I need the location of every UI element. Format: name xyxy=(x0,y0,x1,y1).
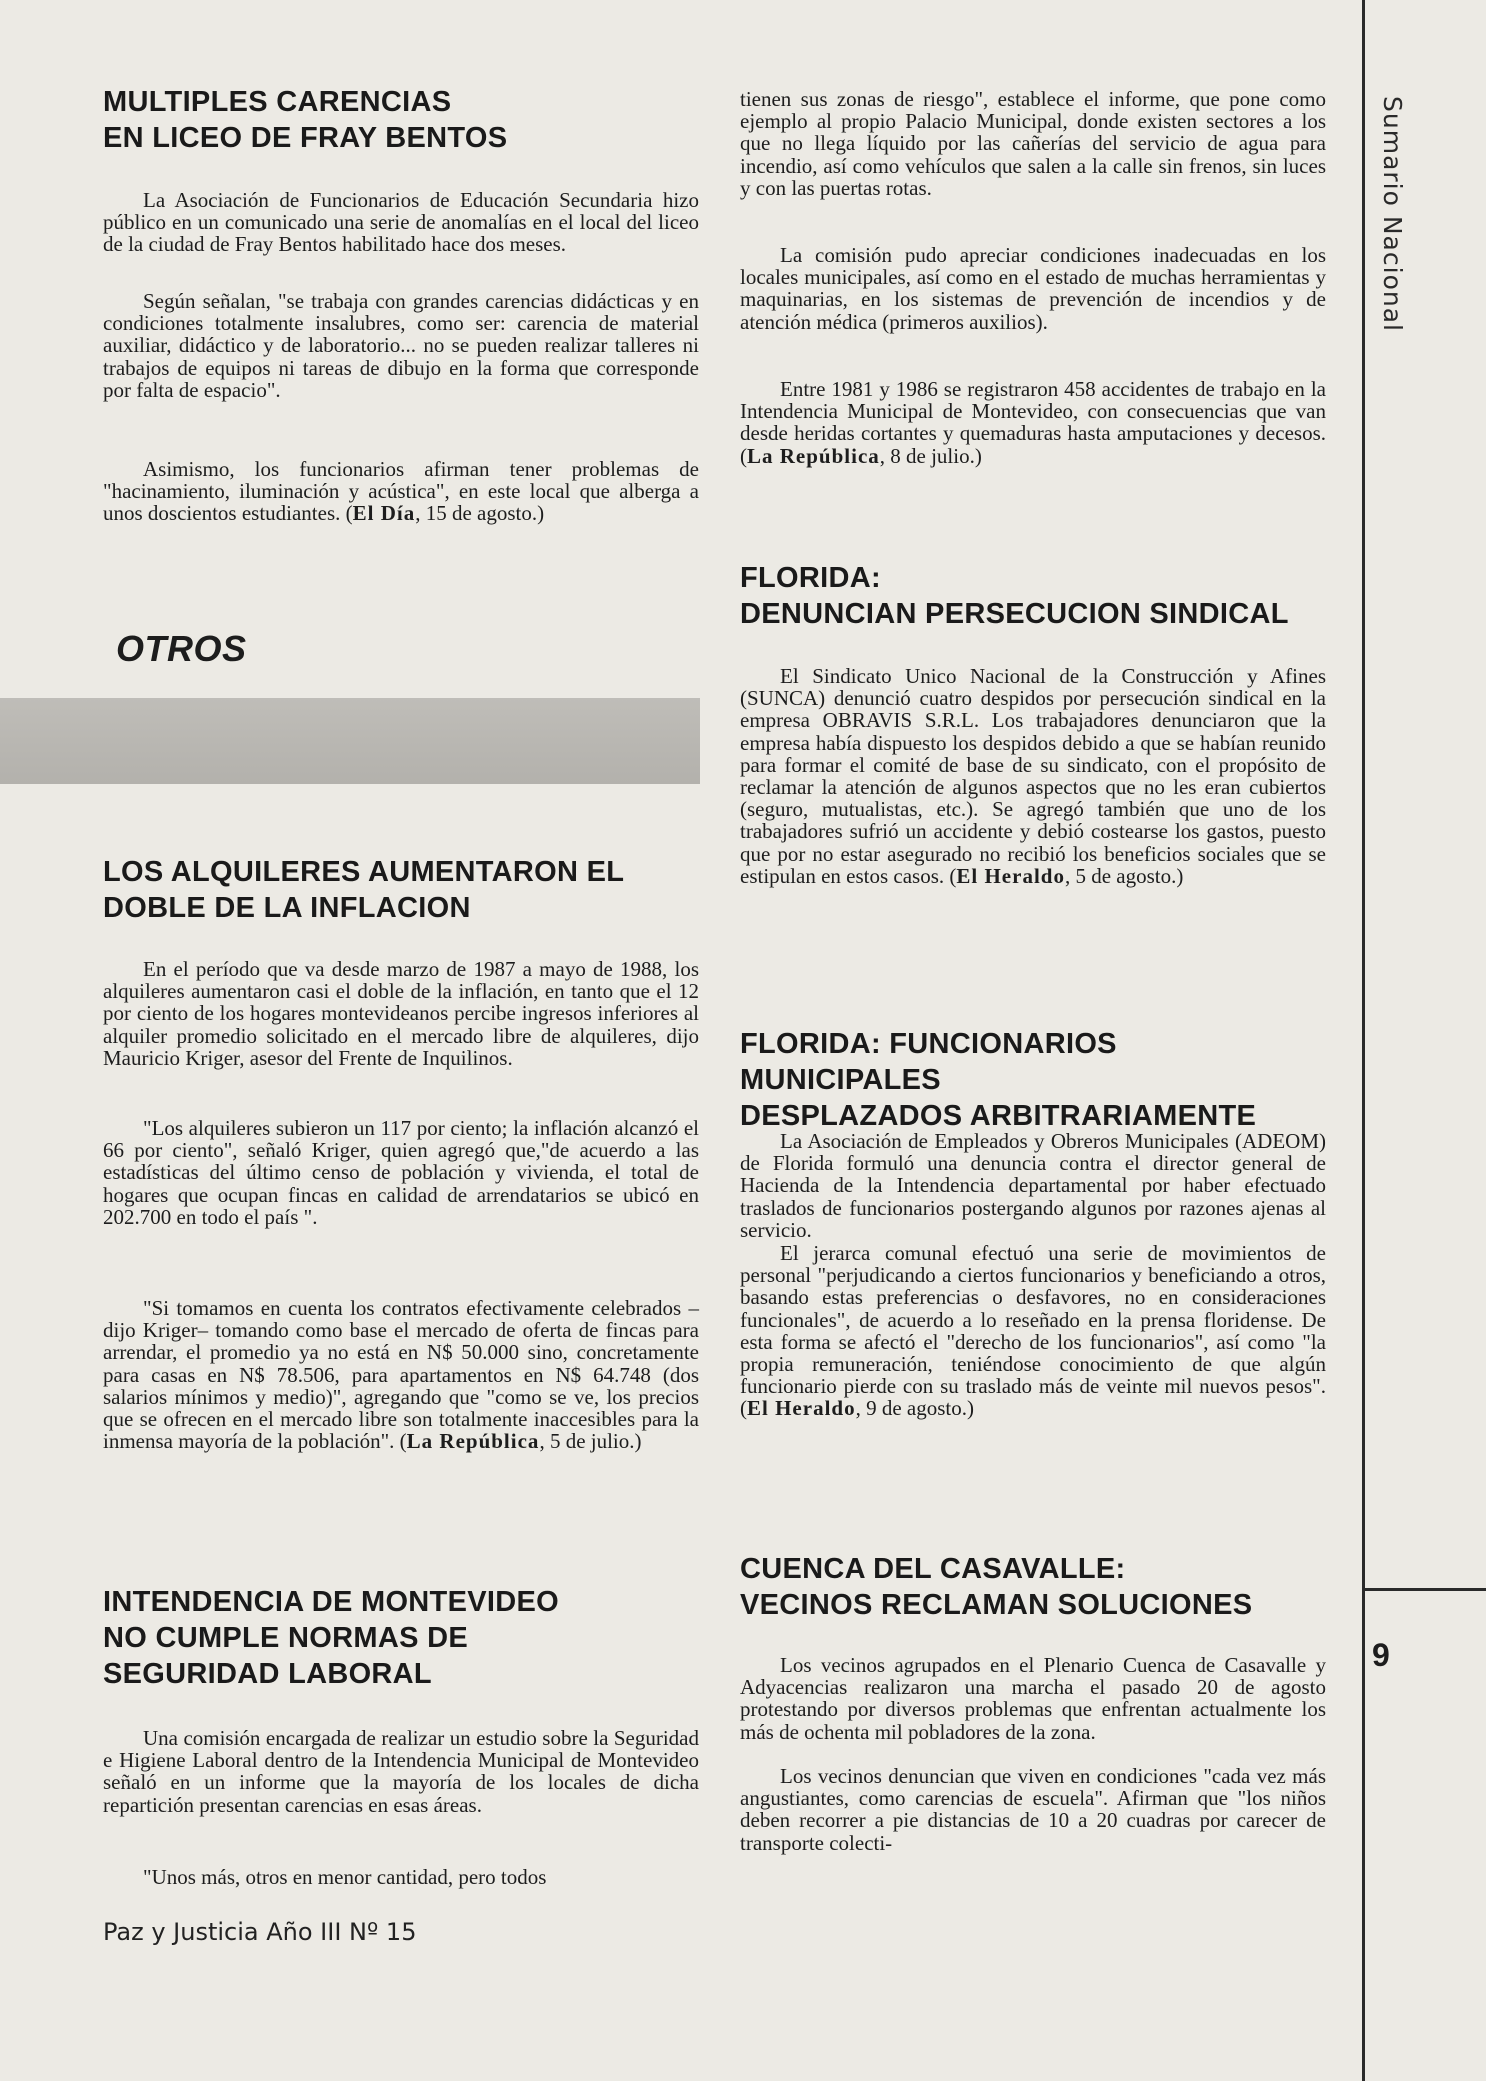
source-date: 5 de julio. xyxy=(549,1429,635,1454)
headline-casavalle xyxy=(740,1551,1252,1623)
source-date: 9 de agosto. xyxy=(866,1396,967,1421)
headline-alquileres xyxy=(103,854,624,926)
headline-line: FLORIDA: FUNCIONARIOS MUNICIPALES xyxy=(740,1028,1117,1096)
paragraph: La comisión pudo apreciar condiciones inadecuadas en los locales municipales, así como en el estado de muchas herramientas y maquinarias, en los sistemas de prevención de incendios y de atención médica (primeros auxilios). xyxy=(740,243,1326,334)
headline-intendencia xyxy=(103,1584,559,1692)
paragraph-text: Asimismo, los funcionarios afirman tener problemas de "hacinamiento, iluminación y acústica", en este local que alberga a unos doscientos estudiantes. xyxy=(103,457,699,526)
paragraph: Los vecinos denuncian que viven en condiciones "cada vez más angustiantes, como carencias de escuela". Afirman que "los niños deben recorrer a pie distancias de 10 a 20 cuadras por carecer de transporte colecti- xyxy=(740,1764,1326,1855)
paragraph: tienen sus zonas de riesgo", establece el informe, que pone como ejemplo al propio Palacio Municipal, donde existen sectores a los que no llega líquido por las cañerías del servicio de agua para incendio, así como vehículos que salen a la calle sin frenos, sin luces y con las puertas rotas. xyxy=(740,87,1326,200)
source-citation: El Heraldo xyxy=(956,863,1065,888)
headline-line: DENUNCIAN PERSECUCION SINDICAL xyxy=(740,598,1289,630)
paragraph: Según señalan, "se trabaja con grandes carencias didácticas y en condiciones totalmente insalubres, como ser: carencia de material auxiliar, didáctico y de laboratorio... no se pueden realizar talleres ni trabajos de equipos ni tareas de dibujo en la forma que corresponde por falta de espacio". xyxy=(103,289,699,402)
page-number-rule xyxy=(1362,1588,1486,1591)
paragraph: "Unos más, otros en menor cantidad, pero todos xyxy=(143,1865,547,1889)
headline-line: LOS ALQUILERES AUMENTARON EL xyxy=(103,856,625,888)
source-date: 5 de agosto. xyxy=(1075,863,1177,888)
source-citation: El Día xyxy=(352,501,416,526)
paragraph: "Los alquileres subieron un 117 por ciento; la inflación alcanzó el 66 por ciento", señaló Kriger, quien agregó que,"de acuerdo a las estadísticas del último censo de población y vivienda, el total de hogares que ocupan fincas en calidad de arrendatarios se ubicó en 202.700 en todo el país ". xyxy=(103,1116,699,1229)
paragraph: "Si tomamos en cuenta los contratos efectivamente celebrados –dijo Kriger– tomando como base el mercado de oferta de fincas para arrendar, el promedio ya no está en N$ 50.000 sino, concretamente para casas en N$ 78.506, para apartamentos en N$ 64.748 (dos salarios mínimos y medio)", agregando que "como se ve, los precios que se ofrecen en el mercado libre son totalmente inaccesibles para la inmensa mayoría de la población". (La República, 5 de julio.) xyxy=(103,1296,699,1454)
paragraph: La Asociación de Funcionarios de Educación Secundaria hizo público en un comunicado una serie de anomalías en el local del liceo de la ciudad de Fray Bentos habilitado hace dos meses. xyxy=(103,188,699,257)
headline-line: EN LICEO DE FRAY BENTOS xyxy=(103,122,508,154)
source-citation: La República xyxy=(406,1429,540,1454)
paragraph: En el período que va desde marzo de 1987 a mayo de 1988, los alquileres aumentaron casi el doble de la inflación, en tanto que el 12 por ciento de los hogares montevideanos percibe ingresos inferiores al alquiler promedio solicitado en el mercado libre de alquileres, dijo Mauricio Kriger, asesor del Frente de Inquilinos. xyxy=(103,957,699,1070)
gray-divider-band xyxy=(0,698,700,784)
paragraph: Entre 1981 y 1986 se registraron 458 accidentes de trabajo en la Intendencia Municipal de Montevideo, con consecuencias que van desde heridas cortantes y quemaduras hasta amputaciones y decesos. (La República, 8 de julio.) xyxy=(740,377,1326,468)
headline-line: NO CUMPLE NORMAS DE xyxy=(103,1622,468,1654)
headline-line: DESPLAZADOS ARBITRARIAMENTE xyxy=(740,1100,1257,1132)
paragraph-text: El Sindicato Unico Nacional de la Construcción y Afines (SUNCA) denunció cuatro despidos por persecución sindical en la empresa OBRAVIS S.R.L. Los trabajadores denunciaron que la empresa había dispuesto los despidos debido a que se habían reunido para formar el comité de base de su sindicato, con el propósito de reclamar la atención de algunos aspectos que no les eran cubiertos (seguro, mutualistas, etc.). Se agregó también que uno de los trabajadores sufrió un accidente y debió costearse los gastos, puesto que por no estar asegurado no recibió los beneficios sociales que se estipulan en estos casos. xyxy=(740,664,1326,888)
paragraph: Una comisión encargada de realizar un estudio sobre la Seguridad e Higiene Laboral dentro de la Intendencia Municipal de Montevideo señaló en un informe que la mayoría de los locales de dicha repartición presentan carencias en esas áreas. xyxy=(103,1726,699,1817)
paragraph: El Sindicato Unico Nacional de la Construcción y Afines (SUNCA) denunció cuatro despidos por persecución sindical en la empresa OBRAVIS S.R.L. Los trabajadores denunciaron que la empresa había dispuesto los despidos debido a que se habían reunido para formar el comité de base de su sindicato, con el propósito de reclamar la atención de algunos aspectos que no les eran cubiertos (seguro, mutualistas, etc.). Se agregó también que uno de los trabajadores sufrió un accidente y debió costearse los gastos, puesto que por no estar asegurado no recibió los beneficios sociales que se estipulan en estos casos. (El Heraldo, 5 de agosto.) xyxy=(740,664,1326,888)
paragraph: La Asociación de Empleados y Obreros Municipales (ADEOM) de Florida formuló una denuncia contra el director general de Hacienda de la Intendencia departamental por haber efectuado traslados de funcionarios postergando algunos por razones ajenas al servicio. xyxy=(740,1129,1326,1242)
paragraph-text: El jerarca comunal efectuó una serie de movimientos de personal "perjudicando a ciertos funcionarios y beneficiando a otros, basando estas preferencias o desfavores, no en consideraciones funcionales", de acuerdo a lo reseñado en la prensa floridense. De esta forma se afectó el "derecho de los funcionarios", así como "la propia remuneración, teniéndose conocimiento de que algún funcionario pierde con su traslado más de veinte mil nuevos pesos". xyxy=(740,1241,1326,1399)
section-title: OTROS xyxy=(116,628,247,669)
headline-line: CUENCA DEL CASAVALLE: xyxy=(740,1553,1126,1585)
headline-line: DOBLE DE LA INFLACION xyxy=(103,892,471,924)
sidebar-rule xyxy=(1362,0,1365,2081)
paragraph: El jerarca comunal efectuó una serie de movimientos de personal "perjudicando a ciertos funcionarios y beneficiando a otros, basando estas preferencias o desfavores, no en consideraciones funcionales", de acuerdo a lo reseñado en la prensa floridense. De esta forma se afectó el "derecho de los funcionarios", así como "la propia remuneración, teniéndose conocimiento de que algún funcionario pierde con su traslado más de veinte mil nuevos pesos". (El Heraldo, 9 de agosto.) xyxy=(740,1241,1326,1421)
headline-line: SEGURIDAD LABORAL xyxy=(103,1658,432,1690)
source-citation: La República xyxy=(747,443,880,468)
paragraph-text: "Si tomamos en cuenta los contratos efectivamente celebrados –dijo Kriger– tomando como base el mercado de oferta de fincas para arrendar, el promedio ya no está en N$ 50.000 sino, concretamente para casas en N$ 78.506, para apartamentos en N$ 64.748 (dos salarios mínimos y medio)", agregando que "como se ve, los precios que se ofrecen en el mercado libre son totalmente inaccesibles para la inmensa mayoría de la población". xyxy=(103,1296,699,1454)
source-date: 15 de agosto. xyxy=(425,501,538,526)
headline-fray-bentos xyxy=(103,84,507,156)
paragraph: Asimismo, los funcionarios afirman tener problemas de "hacinamiento, iluminación y acústica", en este local que alberga a unos doscientos estudiantes. (El Día, 15 de agosto.) xyxy=(103,457,699,526)
headline-line: FLORIDA: xyxy=(740,562,881,594)
source-citation: El Heraldo xyxy=(747,1396,856,1421)
page-number: 9 xyxy=(1372,1637,1390,1673)
source-date: 8 de julio. xyxy=(890,443,975,468)
headline-line: INTENDENCIA DE MONTEVIDEO xyxy=(103,1586,559,1618)
headline-funcionarios-municipales xyxy=(740,1026,1326,1134)
headline-line: MULTIPLES CARENCIAS xyxy=(103,86,452,118)
headline-line: VECINOS RECLAMAN SOLUCIONES xyxy=(740,1589,1253,1621)
section-running-head: Sumario Nacional xyxy=(1378,96,1407,332)
paragraph: Los vecinos agrupados en el Plenario Cuenca de Casavalle y Adyacencias realizaron una marcha el pasado 20 de agosto protestando por diversos problemas que enfrentan actualmente los más de ochenta mil pobladores de la zona. xyxy=(740,1653,1326,1744)
footer-publication: Paz y Justicia Año III Nº 15 xyxy=(103,1918,417,1946)
headline-persecucion-sindical xyxy=(740,560,1289,632)
paragraph-text: Entre 1981 y 1986 se registraron 458 accidentes de trabajo en la Intendencia Municipal de Montevideo, con consecuencias que van desde heridas cortantes y quemaduras hasta amputaciones y decesos. xyxy=(740,377,1326,446)
